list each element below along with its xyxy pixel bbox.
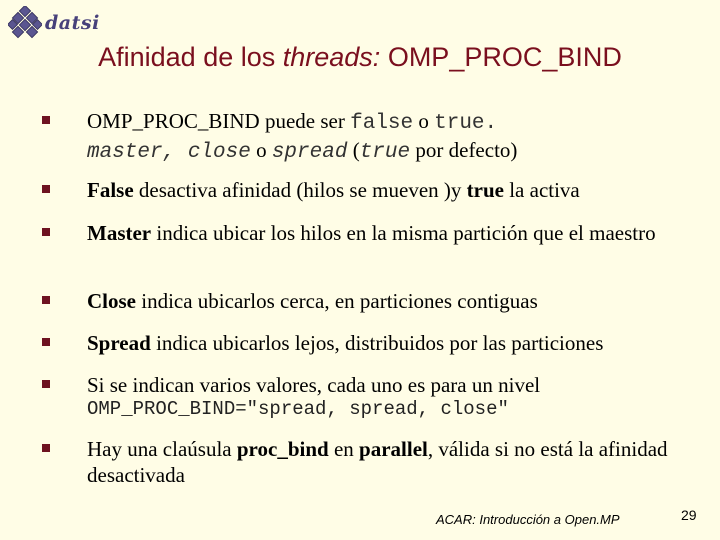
lead: OMP_PROC_BIND <box>87 109 260 133</box>
square-bullet-icon <box>42 444 50 452</box>
square-bullet-icon <box>42 228 50 236</box>
text-fragment: la activa <box>503 178 580 202</box>
keyword-close: Close <box>87 289 136 313</box>
text-fragment: ( <box>347 138 360 162</box>
text-fragment: indica ubicar los hilos en la misma partición que el maestro <box>151 221 656 245</box>
text-fragment: por defecto) <box>410 138 518 162</box>
footer-course-title: ACAR: Introducción a Open.MP <box>436 512 620 527</box>
code-false: false <box>350 112 414 135</box>
square-bullet-icon <box>42 116 50 124</box>
keyword-true: true <box>466 178 504 202</box>
text-fragment: Si se indican varios valores, cada uno es para un nivel <box>87 373 541 397</box>
bullet-text <box>87 372 677 420</box>
bullet-text <box>87 288 677 314</box>
logo-text: datsi <box>45 12 100 34</box>
square-bullet-icon <box>42 338 50 346</box>
keyword-master: Master <box>87 221 152 245</box>
title-prefix: Afinidad de los <box>98 42 283 72</box>
bullet-text <box>87 436 677 488</box>
text-fragment: desactiva afinidad (hilos se mueven )y <box>133 178 467 202</box>
code-master-close: master, close <box>87 141 251 164</box>
code-true: true. <box>434 112 498 135</box>
code-spread: spread <box>271 141 348 164</box>
text-fragment: indica ubicarlos cerca, en particiones contiguas <box>136 289 538 313</box>
keyword-spread: Spread <box>87 331 151 355</box>
text-fragment: en <box>328 437 360 461</box>
square-bullet-icon <box>42 380 50 388</box>
keyword-proc-bind: proc_bind <box>236 437 329 461</box>
bullet-text <box>87 330 677 356</box>
title-suffix: OMP_PROC_BIND <box>380 42 622 72</box>
page-number: 29 <box>681 507 697 523</box>
text-fragment: o <box>250 138 272 162</box>
keyword-parallel: parallel <box>359 437 428 461</box>
code-example: OMP_PROC_BIND="spread, spread, close" <box>87 398 509 420</box>
text-fragment: indica ubicarlos lejos, distribuidos por las particiones <box>150 331 604 355</box>
square-bullet-icon <box>42 296 50 304</box>
code-true-default: true <box>359 141 411 164</box>
bullet-text <box>87 220 677 246</box>
square-bullet-icon <box>42 185 50 193</box>
text-fragment: puede ser <box>259 109 351 133</box>
bullet-text <box>87 108 677 166</box>
bullet-text <box>87 177 677 203</box>
text-fragment: , válida si no está la afinidad desactivada <box>87 437 668 487</box>
title-emphasis: threads: <box>282 42 381 72</box>
text-fragment: o <box>413 109 435 133</box>
text-fragment: Hay una claúsula <box>87 437 237 461</box>
keyword-false: False <box>87 178 134 202</box>
